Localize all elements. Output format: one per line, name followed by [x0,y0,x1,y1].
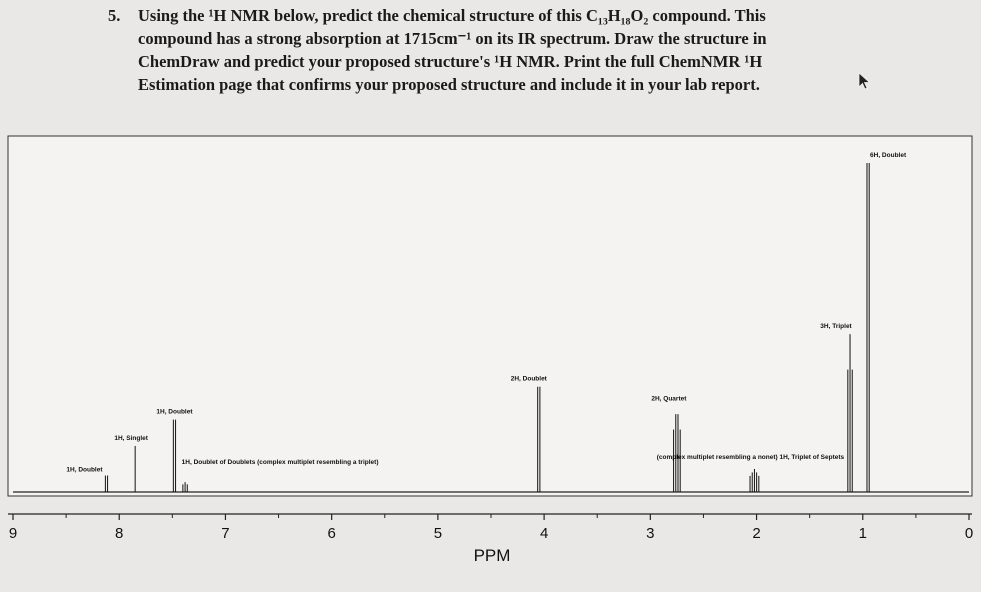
peak-label: 1H, Doublet [66,466,103,474]
x-tick-label: 7 [221,525,230,542]
x-tick-label: 5 [433,525,443,542]
x-axis-title: PPM [473,546,511,565]
x-tick-label: 8 [115,525,124,542]
x-tick-label: 9 [8,525,18,542]
peak-label: 1H, Doublet of Doublets (complex multiplet resembling a triplet) [181,459,379,467]
x-tick-label: 2 [752,525,761,542]
peak-label: 2H, Doublet [510,375,547,383]
x-tick-label: 1 [858,525,867,542]
x-tick-label: 3 [646,525,655,542]
question-text: Using the ¹H NMR below, predict the chemical structure of this C₁₃H₁₈O₂ compound. This compound has a strong absorption at 1715cm⁻¹ on its IR spectrum. Draw the structure in ChemDraw and predict your proposed structure's ¹H NMR. Print the full ChemNMR ¹H Estimation page that confirms your proposed structure and include it in your lab report. [138,6,767,94]
peak-label: 6H, Doublet [870,152,907,159]
peak-label: 2H, Quartet [651,395,687,403]
plot-frame [8,136,972,496]
peak-label: 1H, Doublet [156,408,193,416]
peak-label: (complex multiplet resembling a nonet) 1H, Triplet of Septets [656,453,845,461]
x-tick-label: 4 [539,525,549,542]
x-tick-label: 0 [964,525,974,542]
question-number: 5. [108,6,121,25]
peak-label: 1H, Singlet [114,434,148,442]
x-tick-label: 6 [327,525,336,542]
peak-label: 3H, Triplet [820,323,852,331]
